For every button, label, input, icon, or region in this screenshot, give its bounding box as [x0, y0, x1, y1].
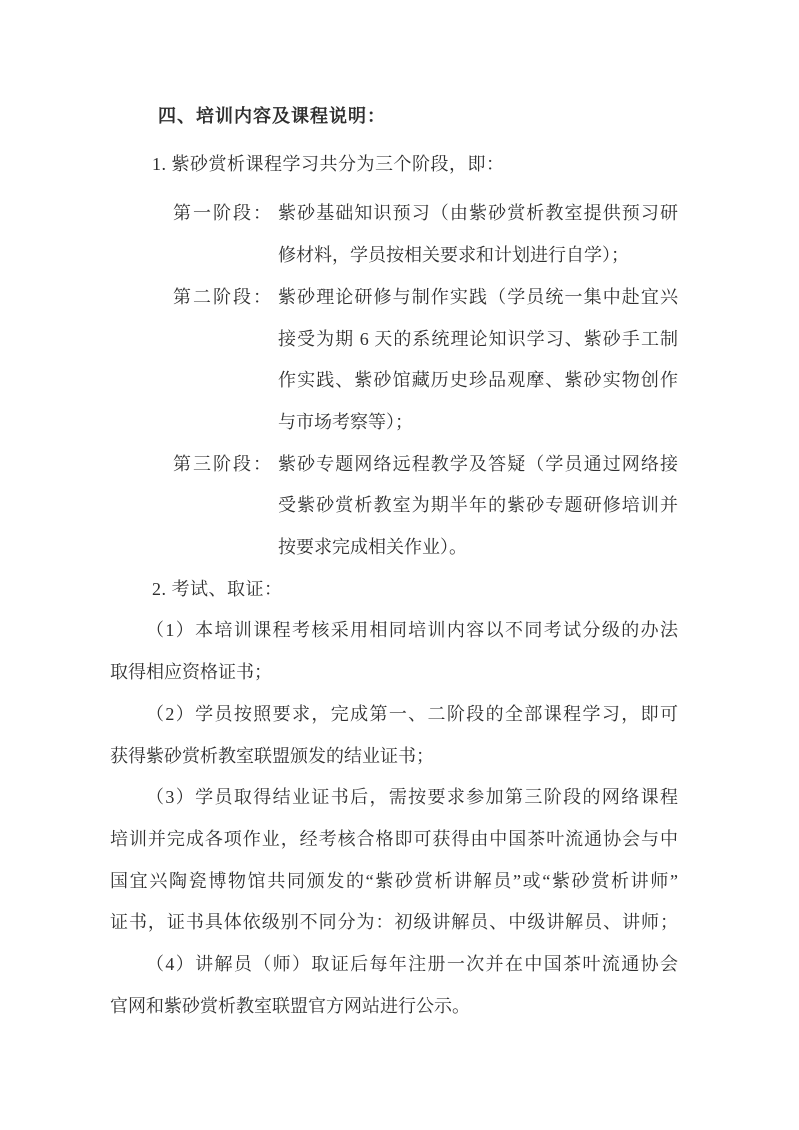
- text-line: 获得紫砂赏析教室联盟颁发的结业证书；: [110, 745, 434, 766]
- text-line: 与市场考察等）；: [278, 411, 413, 432]
- phase-1-label: 第一阶段：: [173, 203, 273, 224]
- phase-3: [110, 444, 678, 569]
- text-line: 修材料，学员按相关要求和计划进行自学）；: [278, 245, 629, 266]
- text-line: 取得相应资格证书；: [110, 662, 272, 683]
- text-line: 紫砂理论研修与制作实践（学员统一集中赴宜兴: [278, 286, 678, 307]
- text-line: （3）学员取得结业证书后，需按要求参加第三阶段的网络课程: [146, 787, 678, 808]
- section-heading: 四、培训内容及课程说明：: [158, 106, 386, 126]
- phase-2-body: [278, 277, 678, 444]
- phase-2-label: 第二阶段：: [173, 286, 273, 307]
- phase-3-label: 第三阶段：: [173, 453, 273, 474]
- phase-3-body: [278, 444, 678, 569]
- paragraph-3: [110, 777, 678, 944]
- list-item-1-title: 1. 紫砂赏析课程学习共分为三个阶段，即：: [152, 153, 505, 174]
- phase-1-body: [278, 193, 678, 276]
- text-line: 接受为期 6 天的系统理论知识学习、紫砂手工制: [278, 328, 678, 349]
- text-line: 培训并完成各项作业，经考核合格即可获得由中国茶叶流通协会与中: [110, 828, 678, 849]
- phase-2: [110, 277, 678, 444]
- text-line: 受紫砂赏析教室为期半年的紫砂专题研修培训并: [278, 495, 678, 516]
- text-line: 紫砂专题网络远程教学及答疑（学员通过网络接: [278, 453, 678, 474]
- paragraph-2: [110, 694, 678, 777]
- phase-1: [110, 193, 678, 276]
- text-line: 证书，证书具体依级别不同分为：初级讲解员、中级讲解员、讲师；: [110, 912, 678, 933]
- text-line: （2）学员按照要求，完成第一、二阶段的全部课程学习，即可: [146, 703, 678, 724]
- paragraph-4: [110, 944, 678, 1027]
- list-item-2-title: 2. 考试、取证：: [152, 578, 283, 599]
- paragraph-1: [110, 610, 678, 693]
- text-line: （1）本培训课程考核采用相同培训内容以不同考试分级的办法: [146, 620, 678, 641]
- text-line: 官网和紫砂赏析教室联盟官方网站进行公示。: [110, 995, 470, 1016]
- text-line: 按要求完成相关作业）。: [278, 537, 467, 558]
- text-line: 国宜兴陶瓷博物馆共同颁发的“紫砂赏析讲解员”或“紫砂赏析讲师”: [110, 870, 678, 891]
- text-line: 作实践、紫砂馆藏历史珍品观摩、紫砂实物创作: [278, 370, 678, 391]
- text-line: （4）讲解员（师）取证后每年注册一次并在中国茶叶流通协会: [146, 954, 678, 975]
- text-line: 紫砂基础知识预习（由紫砂赏析教室提供预习研: [278, 203, 678, 224]
